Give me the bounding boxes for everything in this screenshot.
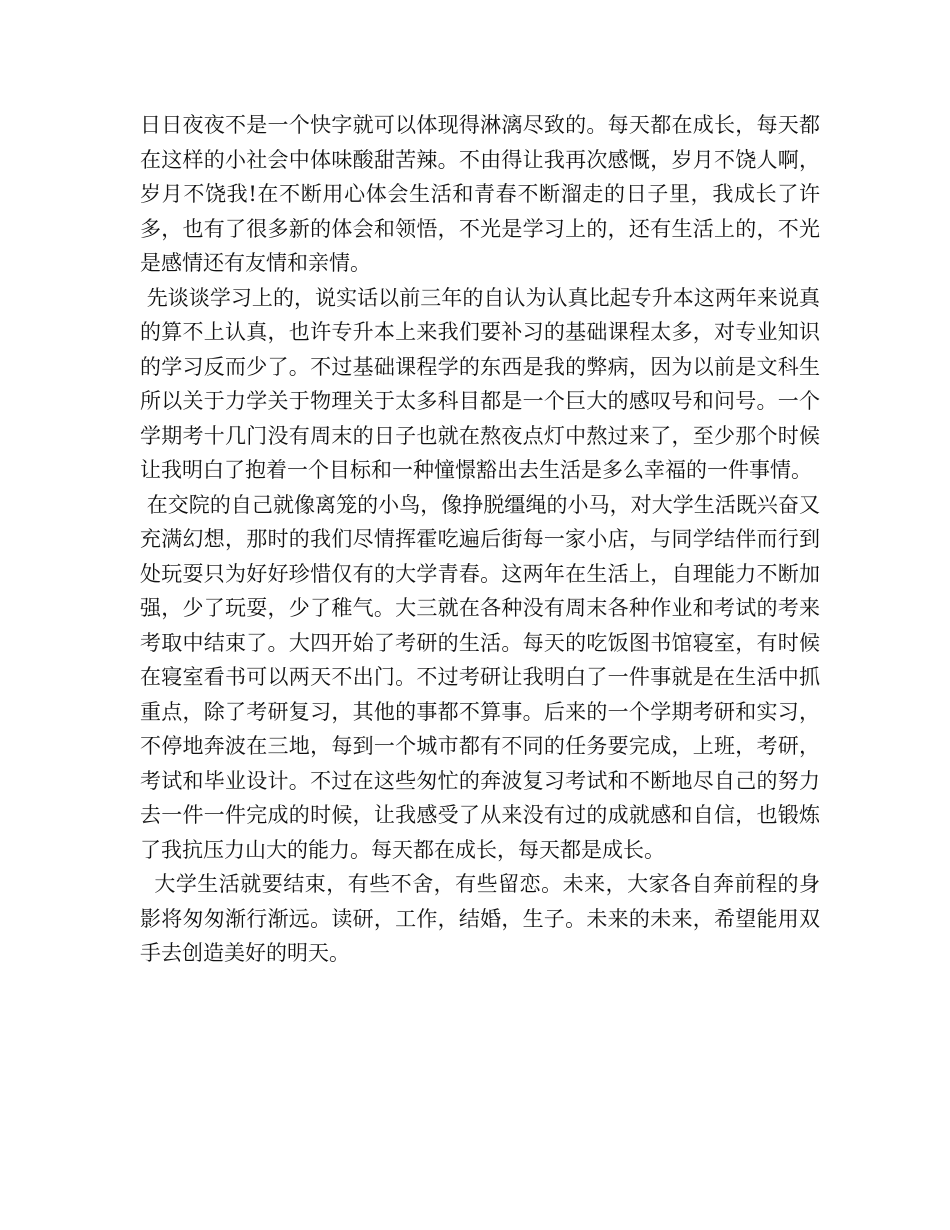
paragraph-2: 先谈谈学习上的，说实话以前三年的自认为认真比起专升本这两年来说真的算不上认真，也许专升本上来我们要补习的基础课程太多，对专业知识的学习反而少了。不过基础课程学的东西是我的弊病，因为以前是文科生所以关于力学关于物理关于太多科目都是一个巨大的感叹号和问号。一个学期考十几门没有周末的日子也就在熬夜点灯中熬过来了，至少那个时候让我明白了抱着一个目标和一种憧憬豁出去生活是多么幸福的一件事情。 xyxy=(140,285,820,482)
paragraph-1: 日日夜夜不是一个快字就可以体现得淋漓尽致的。每天都在成长，每天都在这样的小社会中体味酸甜苦辣。不由得让我再次感慨，岁月不饶人啊，岁月不饶我!在不断用心体会生活和青春不断溜走的日子里，我成长了许多，也有了很多新的体会和领悟，不光是学习上的，还有生活上的，不光是感情还有友情和亲情。 xyxy=(140,113,820,275)
paragraph-4: 大学生活就要结束，有些不舍，有些留恋。未来，大家各自奔前程的身影将匆匆渐行渐远。读研，工作，结婚，生子。未来的未来，希望能用双手去创造美好的明天。 xyxy=(140,872,820,965)
paragraph-3: 在交院的自己就像离笼的小鸟，像挣脱缰绳的小马，对大学生活既兴奋又充满幻想，那时的我们尽情挥霍吃遍后街每一家小店，与同学结伴而行到处玩耍只为好好珍惜仅有的大学青春。这两年在生活上，自理能力不断加强，少了玩耍，少了稚气。大三就在各种没有周末各种作业和考试的考来考取中结束了。大四开始了考研的生活。每天的吃饭图书馆寝室，有时候在寝室看书可以两天不出门。不过考研让我明白了一件事就是在生活中抓重点，除了考研复习，其他的事都不算事。后来的一个学期考研和实习，不停地奔波在三地，每到一个城市都有不同的任务要完成，上班，考研，考试和毕业设计。不过在这些匆忙的奔波复习考试和不断地尽自己的努力去一件一件完成的时候，让我感受了从来没有过的成就感和自信，也锻炼了我抗压力山大的能力。每天都在成长，每天都是成长。 xyxy=(140,492,820,862)
document-body xyxy=(140,108,820,971)
